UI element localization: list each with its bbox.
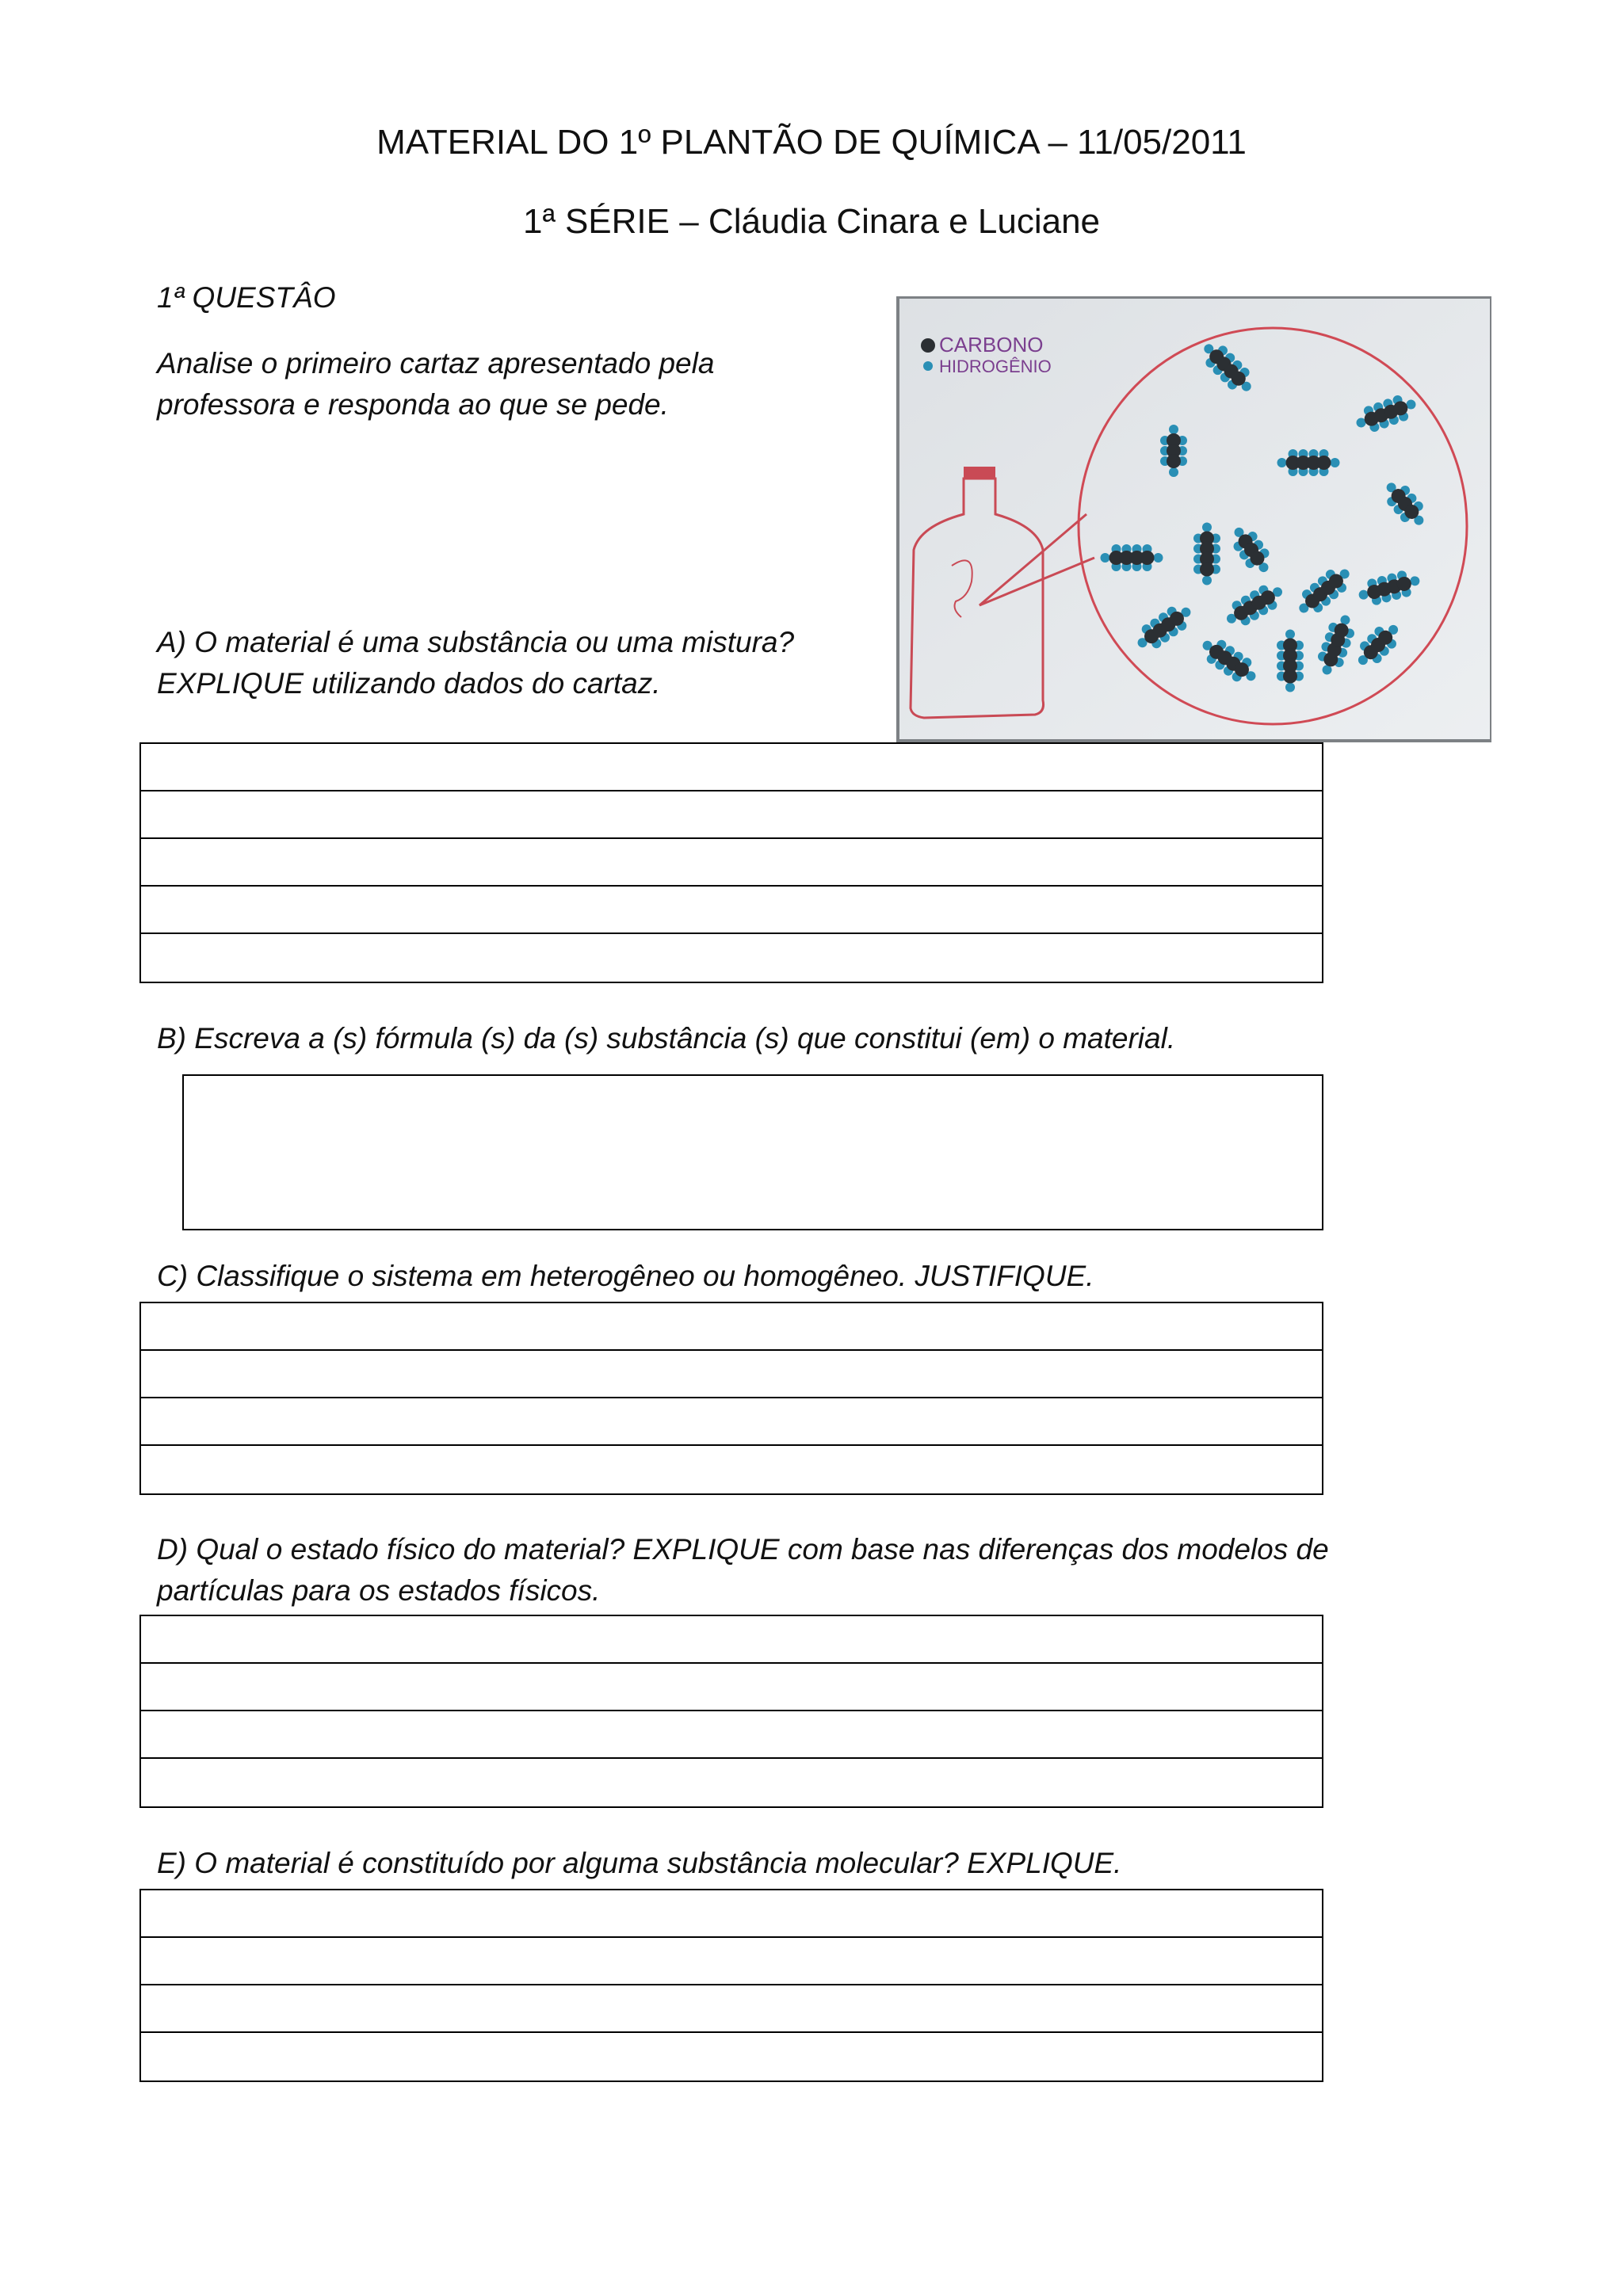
answer-line[interactable] bbox=[141, 791, 1322, 839]
page-title: MATERIAL DO 1º PLANTÃO DE QUÍMICA – 11/05/2011 bbox=[376, 123, 1247, 162]
carbon-legend-dot bbox=[921, 338, 935, 353]
carbon-atom bbox=[1200, 563, 1214, 577]
item-a-line1: A) O material é uma substância ou uma mistura? bbox=[157, 626, 795, 658]
answer-line[interactable] bbox=[141, 1938, 1322, 1985]
answer-line[interactable] bbox=[141, 1664, 1322, 1711]
hydrogen-atom bbox=[1285, 630, 1295, 639]
answer-box-a[interactable] bbox=[139, 742, 1323, 983]
carbon-atom bbox=[1167, 454, 1181, 468]
bottle-cap bbox=[964, 467, 995, 479]
hydrogen-atom bbox=[1202, 523, 1212, 532]
carbon-atom bbox=[1140, 551, 1155, 565]
item-d-line2: partículas para os estados físicos. bbox=[157, 1574, 601, 1607]
answer-line[interactable] bbox=[141, 887, 1322, 934]
answer-line[interactable] bbox=[141, 1711, 1322, 1759]
hydrogen-atom bbox=[1285, 683, 1295, 692]
answer-box-e[interactable] bbox=[139, 1889, 1323, 2082]
answer-line[interactable] bbox=[141, 1616, 1322, 1664]
page-subtitle: 1ª SÉRIE – Cláudia Cinara e Luciane bbox=[522, 202, 1101, 241]
carbon-atom bbox=[1317, 456, 1331, 470]
answer-line[interactable] bbox=[141, 744, 1322, 791]
answer-line[interactable] bbox=[141, 1398, 1322, 1446]
answer-box-d[interactable] bbox=[139, 1615, 1323, 1808]
answer-box-b[interactable] bbox=[182, 1074, 1323, 1230]
carbon-atom bbox=[1283, 669, 1297, 684]
answer-line[interactable] bbox=[141, 1351, 1322, 1398]
question-number: 1ª QUESTÂO bbox=[157, 281, 336, 314]
item-e: E) O material é constituído por alguma substância molecular? EXPLIQUE. bbox=[157, 1847, 1122, 1879]
hydrogen-atom bbox=[1154, 553, 1163, 563]
item-b: B) Escreva a (s) fórmula (s) da (s) substância (s) que constitui (em) o material. bbox=[157, 1022, 1176, 1055]
answer-line[interactable] bbox=[141, 839, 1322, 887]
legend-hydrogen-label: HIDROGÊNIO bbox=[939, 357, 1052, 376]
hydrogen-legend-dot bbox=[923, 361, 933, 371]
hydrogen-atom bbox=[1169, 425, 1178, 434]
question-intro-line1: Analise o primeiro cartaz apresentado pela bbox=[157, 347, 715, 379]
hydrogen-atom bbox=[1169, 467, 1178, 477]
hydrogen-atom bbox=[1101, 553, 1110, 563]
item-d-line1: D) Qual o estado físico do material? EXPLIQUE com base nas diferenças dos modelos de bbox=[157, 1533, 1329, 1566]
answer-line[interactable] bbox=[141, 934, 1322, 982]
answer-line[interactable] bbox=[141, 1890, 1322, 1938]
answer-box-c[interactable] bbox=[139, 1302, 1323, 1495]
answer-line[interactable] bbox=[141, 1985, 1322, 2033]
hydrogen-atom bbox=[1202, 576, 1212, 585]
legend-carbon-label: CARBONO bbox=[939, 333, 1044, 357]
poster-photo bbox=[896, 296, 1491, 742]
answer-line[interactable] bbox=[141, 2033, 1322, 2081]
item-c: C) Classifique o sistema em heterogêneo ou homogêneo. JUSTIFIQUE. bbox=[157, 1260, 1094, 1292]
answer-line[interactable] bbox=[141, 1759, 1322, 1806]
question-intro-line2: professora e responda ao que se pede. bbox=[157, 388, 669, 421]
answer-line[interactable] bbox=[141, 1446, 1322, 1493]
item-a-line2: EXPLIQUE utilizando dados do cartaz. bbox=[157, 667, 661, 700]
answer-line[interactable] bbox=[141, 1303, 1322, 1351]
hydrogen-atom bbox=[1277, 458, 1287, 467]
hydrogen-atom bbox=[1331, 458, 1340, 467]
